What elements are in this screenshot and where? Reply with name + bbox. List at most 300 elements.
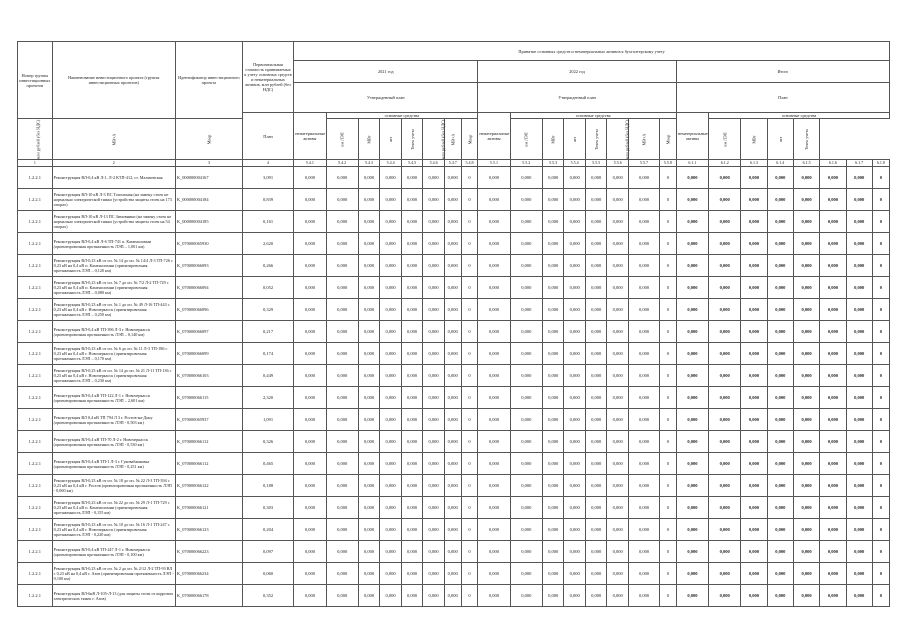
value-cell: 0,000 [564,255,586,277]
value-cell: 0,000 [326,453,358,475]
value-cell: 0,000 [741,453,767,475]
value-cell: 0,000 [820,277,846,299]
count-cell: 0 [872,475,889,497]
header-approved-plan-2: Утвержденный план [478,83,676,113]
group-number-cell: 1.2.2.1 [18,189,53,211]
value-cell: 0,000 [380,167,402,189]
header-subcol [542,119,564,160]
value-cell: 0,000 [607,431,629,453]
value-cell: 0,000 [542,563,564,585]
count-cell: 0 [660,167,677,189]
value-cell: 0,000 [423,211,445,233]
value-cell: 0,000 [709,475,741,497]
value-cell: 0,000 [358,277,380,299]
group-number-cell: 1.2.2.1 [18,211,53,233]
value-cell: 0,000 [846,519,872,541]
value-cell: 0,000 [380,343,402,365]
value-cell: 0,000 [358,431,380,453]
value-cell: 0,000 [478,563,510,585]
group-number-cell: 1.2.2.1 [18,519,53,541]
value-cell: 0,000 [793,475,819,497]
value-cell: 0,000 [676,387,708,409]
plan-value-cell: 0,329 [242,299,293,321]
plan-value-cell: 0,188 [242,475,293,497]
value-cell: 0,000 [542,365,564,387]
value-cell: 0,000 [380,519,402,541]
count-cell: 0 [461,519,478,541]
table-row [18,299,890,321]
header-subcol [175,119,242,160]
count-cell: 0 [461,541,478,563]
value-cell: 0,000 [585,387,607,409]
value-cell: 0,000 [820,233,846,255]
report-table-container [17,41,890,607]
header-year-2022: 2022 год [478,61,676,83]
value-cell: 0,000 [564,519,586,541]
value-cell: 0,000 [846,365,872,387]
value-cell: 0,000 [820,519,846,541]
value-cell: 0,000 [607,233,629,255]
value-cell: 0,000 [628,343,659,365]
value-cell: 0,000 [709,321,741,343]
value-cell: 0,000 [793,409,819,431]
plan-value-cell: 2,320 [242,387,293,409]
value-cell: 0,000 [741,277,767,299]
value-cell: 0,000 [628,387,659,409]
value-cell: 0,000 [564,167,586,189]
value-cell: 0,000 [564,343,586,365]
value-cell: 0,000 [628,167,659,189]
project-name-cell: Реконструкция ВЛ-0,23 кВ от оп. № 14 до оп. № 14/4 Л-3 ТП-726 с 0,23 кВ на 0,4 кВ п. Каменоломни (ориентировочная протяженность ЛЭП – 0,120 км) [52,255,175,277]
value-cell: 0,000 [326,519,358,541]
group-number-cell: 1.2.2.1 [18,343,53,365]
report-table [17,41,890,607]
table-row [18,585,890,607]
header-subcol [741,119,767,160]
value-cell: 0,000 [294,211,326,233]
group-number-cell: 1.2.2.1 [18,255,53,277]
value-cell: 0,000 [741,409,767,431]
header-subcol-label: Мвар [206,134,212,144]
count-cell: 0 [872,255,889,277]
table-row [18,387,890,409]
value-cell: 0,000 [294,519,326,541]
value-cell: 0,000 [767,497,793,519]
value-cell: 0,000 [294,343,326,365]
value-cell: 0,000 [478,277,510,299]
value-cell: 0,000 [846,299,872,321]
value-cell: 0,000 [585,475,607,497]
value-cell: 0,000 [709,563,741,585]
group-number-cell: 1.2.2.1 [18,475,53,497]
value-cell: 0,000 [820,343,846,365]
project-id-cell: K_070000066115 [175,387,242,409]
value-cell: 0,000 [380,255,402,277]
project-name-cell: Реконструкция ВЛ-0,23 кВ от оп. № 7 до оп. № 7/2 Л-2 ТП-729 с 0,23 кВ на 0,4 кВ п. Каменоломни (ориентировочная протяженность ЛЭП – 0,080 км) [52,277,175,299]
value-cell: 0,000 [564,453,586,475]
value-cell: 0,000 [767,255,793,277]
value-cell: 0,000 [676,365,708,387]
count-cell: 0 [461,233,478,255]
value-cell: 0,000 [709,431,741,453]
count-cell: 0 [461,211,478,233]
column-number: 6.1.2 [709,160,741,167]
value-cell: 0,000 [380,365,402,387]
value-cell: 0,000 [380,211,402,233]
value-cell: 0,000 [542,321,564,343]
value-cell: 0,000 [294,321,326,343]
value-cell: 0,000 [478,343,510,365]
value-cell: 0,000 [401,519,423,541]
value-cell: 0,000 [326,497,358,519]
value-cell: 0,000 [793,387,819,409]
value-cell: 0,000 [542,277,564,299]
value-cell: 0,000 [709,167,741,189]
value-cell: 0,000 [401,475,423,497]
value-cell: 0,000 [676,431,708,453]
value-cell: 0,000 [358,321,380,343]
value-cell: 0,000 [294,475,326,497]
value-cell: 0,000 [510,497,542,519]
count-cell: 0 [660,321,677,343]
header-plan-3: План [676,83,889,113]
group-number-cell: 1.2.2.1 [18,409,53,431]
value-cell: 0,000 [444,563,461,585]
value-cell: 0,000 [478,519,510,541]
value-cell: 0,000 [294,189,326,211]
value-cell: 0,000 [820,211,846,233]
value-cell: 0,000 [820,541,846,563]
count-cell: 0 [872,431,889,453]
value-cell: 0,000 [767,387,793,409]
header-intangible-2: нематериальные активы [478,113,510,160]
value-cell: 0,000 [478,365,510,387]
count-cell: 0 [872,343,889,365]
header-subcol-label: шт [777,136,783,142]
group-number-cell: 1.2.2.1 [18,541,53,563]
value-cell: 0,000 [607,387,629,409]
project-id-cell: K_070000066093 [175,255,242,277]
value-cell: 0,000 [676,519,708,541]
column-number: 5.4.5 [401,160,423,167]
value-cell: 0,000 [564,387,586,409]
header-fixed-1: основные средства [326,113,478,119]
value-cell: 0,000 [358,387,380,409]
table-row [18,321,890,343]
value-cell: 0,000 [510,343,542,365]
header-subcol [793,119,819,160]
table-row [18,409,890,431]
header-subcol [52,119,175,160]
value-cell: 0,000 [564,409,586,431]
value-cell: 0,000 [793,563,819,585]
value-cell: 0,000 [444,299,461,321]
value-cell: 0,000 [628,299,659,321]
header-subcol [18,119,53,160]
value-cell: 0,000 [741,299,767,321]
value-cell: 0,000 [676,321,708,343]
value-cell: 0,000 [820,497,846,519]
plan-value-cell: 1,091 [242,409,293,431]
header-subcol [660,119,677,160]
value-cell: 0,000 [676,211,708,233]
value-cell: 0,000 [709,541,741,563]
value-cell: 0,000 [607,255,629,277]
count-cell: 0 [461,475,478,497]
value-cell: 0,000 [294,409,326,431]
project-name-cell: Реконструкция ВЛ-0,23 кВ от оп. № 22 до оп. № 29 Л-1 ТП-729 с 0,23 кВ на 0,4 кВ п. Каменоломни (ориентировочная протяженность ЛЭП - 0,155 км) [52,497,175,519]
value-cell: 0,000 [423,167,445,189]
value-cell: 0,000 [542,211,564,233]
value-cell: 0,000 [820,299,846,321]
value-cell: 0,000 [510,189,542,211]
table-row [18,189,890,211]
value-cell: 0,000 [542,541,564,563]
count-cell: 0 [660,585,677,607]
table-row [18,343,890,365]
value-cell: 0,000 [793,343,819,365]
plan-value-cell: 0,097 [242,541,293,563]
value-cell: 0,000 [820,475,846,497]
value-cell: 0,000 [820,387,846,409]
value-cell: 0,000 [294,255,326,277]
value-cell: 0,000 [741,563,767,585]
value-cell: 0,000 [358,211,380,233]
value-cell: 0,000 [423,563,445,585]
value-cell: 0,000 [444,255,461,277]
value-cell: 0,000 [709,409,741,431]
value-cell: 0,000 [846,211,872,233]
column-number: 5.5.5 [585,160,607,167]
value-cell: 0,000 [478,431,510,453]
value-cell: 0,000 [478,475,510,497]
value-cell: 0,000 [294,365,326,387]
value-cell: 0,000 [478,211,510,233]
value-cell: 0,000 [709,277,741,299]
plan-value-cell: 3,091 [242,167,293,189]
header-fixed-3: основные средства [709,113,890,119]
value-cell: 0,000 [676,189,708,211]
value-cell: 0,000 [423,343,445,365]
table-row [18,167,890,189]
table-row [18,541,890,563]
value-cell: 0,000 [846,497,872,519]
value-cell: 0,000 [478,585,510,607]
group-number-cell: 1.2.2.1 [18,563,53,585]
value-cell: 0,000 [607,453,629,475]
value-cell: 0,000 [510,365,542,387]
value-cell: 0,000 [401,255,423,277]
value-cell: 0,000 [478,453,510,475]
value-cell: 0,000 [793,299,819,321]
value-cell: 0,000 [326,585,358,607]
plan-value-cell: 0,266 [242,255,293,277]
value-cell: 0,000 [478,541,510,563]
column-number: 5.4.1 [294,160,326,167]
header-subcol-label: МВ×А [641,133,647,145]
table-row [18,431,890,453]
value-cell: 0,000 [767,475,793,497]
header-subcol [326,119,358,160]
value-cell: 0,000 [585,299,607,321]
project-id-cell: K_070000066121 [175,497,242,519]
value-cell: 0,000 [676,453,708,475]
value-cell: 0,000 [585,497,607,519]
value-cell: 0,000 [820,255,846,277]
value-cell: 0,000 [585,255,607,277]
count-cell: 0 [660,343,677,365]
value-cell: 0,000 [676,585,708,607]
value-cell: 0,000 [423,387,445,409]
value-cell: 0,000 [767,233,793,255]
column-number: 5.4.6 [423,160,445,167]
value-cell: 0,000 [741,365,767,387]
project-id-cell: K_000000004185 [175,211,242,233]
value-cell: 0,000 [676,299,708,321]
value-cell: 0,000 [846,343,872,365]
count-cell: 0 [872,387,889,409]
value-cell: 0,000 [401,189,423,211]
count-cell: 0 [461,167,478,189]
value-cell: 0,000 [326,167,358,189]
value-cell: 0,000 [294,585,326,607]
value-cell: 0,000 [585,167,607,189]
header-plan-sub: План [242,113,293,160]
value-cell: 0,000 [628,211,659,233]
value-cell: 0,000 [358,475,380,497]
value-cell: 0,000 [326,211,358,233]
count-cell: 0 [872,167,889,189]
value-cell: 0,000 [793,585,819,607]
value-cell: 0,000 [793,365,819,387]
value-cell: 0,000 [542,189,564,211]
value-cell: 0,000 [676,233,708,255]
value-cell: 0,000 [676,497,708,519]
value-cell: 0,000 [846,255,872,277]
value-cell: 0,000 [542,167,564,189]
column-number: 5.4.4 [380,160,402,167]
value-cell: 0,000 [585,321,607,343]
value-cell: 0,000 [741,475,767,497]
value-cell: 0,000 [444,475,461,497]
value-cell: 0,000 [607,189,629,211]
group-number-cell: 1.2.2.1 [18,277,53,299]
value-cell: 0,000 [380,189,402,211]
value-cell: 0,000 [767,277,793,299]
count-cell: 0 [660,519,677,541]
count-cell: 0 [872,519,889,541]
header-subcol-label: Точек учета [593,128,599,150]
value-cell: 0,000 [793,167,819,189]
value-cell: 0,000 [585,189,607,211]
project-name-cell: Реконструкция ВЛ-0,4 кВ ТП-1 Л-3 г. Гуковабанковка (ориентировочная протяженность ЛЭП - 0,251 км) [52,453,175,475]
value-cell: 0,000 [628,255,659,277]
value-cell: 0,000 [793,255,819,277]
count-cell: 0 [660,475,677,497]
value-cell: 0,000 [478,299,510,321]
value-cell: 0,000 [676,541,708,563]
value-cell: 0,000 [820,321,846,343]
count-cell: 0 [660,233,677,255]
value-cell: 0,000 [510,167,542,189]
header-subcol [628,119,659,160]
count-cell: 0 [461,343,478,365]
value-cell: 0,000 [628,519,659,541]
value-cell: 0,000 [676,343,708,365]
value-cell: 0,000 [767,431,793,453]
value-cell: 0,000 [564,585,586,607]
group-number-cell: 1.2.2.1 [18,453,53,475]
count-cell: 0 [461,387,478,409]
count-cell: 0 [461,321,478,343]
value-cell: 0,000 [628,409,659,431]
value-cell: 0,000 [741,541,767,563]
value-cell: 0,000 [628,277,659,299]
header-subcol [380,119,402,160]
project-id-cell: K_070000066094 [175,277,242,299]
value-cell: 0,000 [607,167,629,189]
value-cell: 0,000 [585,563,607,585]
project-name-cell: Реконструкция ВЛ-0,23 кВ от оп. № 18 до оп. № 22 Л-3 ТП-394 с 0,23 кВ на 0,4 кВ г. Ростов (ориентировочная протяженность ЛЭП - 0,060 км) [52,475,175,497]
value-cell: 0,000 [607,563,629,585]
value-cell: 0,000 [542,343,564,365]
plan-value-cell: 0,060 [242,563,293,585]
value-cell: 0,000 [542,431,564,453]
value-cell: 0,000 [423,431,445,453]
value-cell: 0,000 [585,277,607,299]
header-subcol [401,119,423,160]
project-id-cell: K_070000066123 [175,519,242,541]
column-number: 5.5.1 [478,160,510,167]
value-cell: 0,000 [423,519,445,541]
value-cell: 0,000 [401,167,423,189]
value-cell: 0,000 [423,453,445,475]
value-cell: 0,000 [709,585,741,607]
project-id-cell: K_070000066099 [175,343,242,365]
count-cell: 0 [872,409,889,431]
value-cell: 0,000 [380,299,402,321]
value-cell: 0,000 [607,497,629,519]
count-cell: 0 [660,211,677,233]
header-id: Идентификатор инвестиционного проекта [175,42,242,119]
header-fixed-2: основные средства [510,113,676,119]
header-intangible-1: нематериальные активы [294,113,326,160]
value-cell: 0,000 [585,585,607,607]
value-cell: 0,000 [401,541,423,563]
value-cell: 0,000 [326,563,358,585]
value-cell: 0,000 [423,255,445,277]
column-number: 5.5.4 [564,160,586,167]
value-cell: 0,000 [709,387,741,409]
group-number-cell: 1.2.2.1 [18,299,53,321]
count-cell: 0 [461,409,478,431]
count-cell: 0 [872,453,889,475]
value-cell: 0,000 [380,541,402,563]
plan-value-cell: 0,174 [242,343,293,365]
count-cell: 0 [872,189,889,211]
column-number: 2 [52,160,175,167]
count-cell: 0 [461,585,478,607]
value-cell: 0,000 [401,431,423,453]
value-cell: 0,000 [607,299,629,321]
value-cell: 0,000 [846,387,872,409]
count-cell: 0 [660,277,677,299]
value-cell: 0,000 [741,431,767,453]
value-cell: 0,000 [585,519,607,541]
value-cell: 0,000 [358,365,380,387]
value-cell: 0,000 [846,475,872,497]
value-cell: 0,000 [607,585,629,607]
